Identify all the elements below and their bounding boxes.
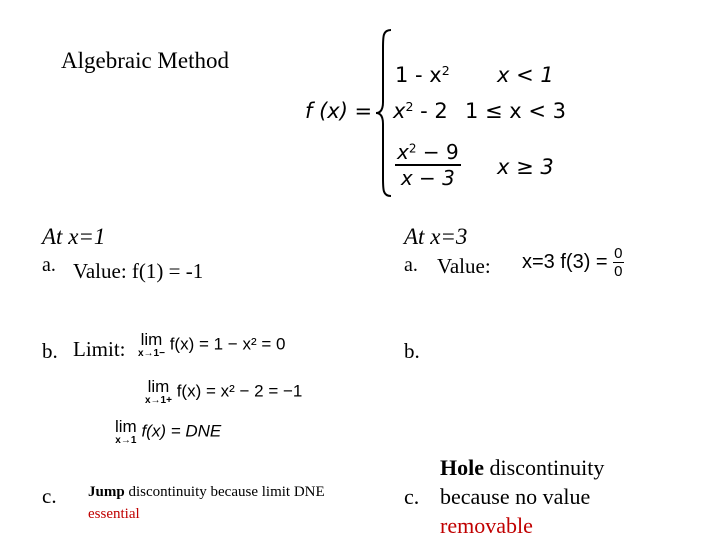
- right-c-classification: removable: [440, 513, 533, 538]
- right-c-line-1: Hole discontinuity: [440, 455, 605, 480]
- page-title: Algebraic Method: [61, 48, 229, 73]
- left-limit-from-left: lim x→1− f(x) = 1 − x² = 0: [138, 330, 286, 359]
- left-c-marker: c.: [42, 484, 57, 508]
- left-limit-two-sided: lim x→1 f(x) = DNE: [115, 417, 222, 446]
- left-heading: At x=1: [42, 224, 106, 249]
- case-1-expr: $1 - x^2$: [395, 63, 450, 87]
- function-lhs: f (x) =: [305, 99, 373, 123]
- right-c-line-2: because no value: [440, 484, 591, 509]
- left-limit-from-right: lim x→1+ f(x) = x² − 2 = −1: [145, 377, 303, 406]
- case-2-expr: $x^2 - 2$: [393, 99, 448, 123]
- case-2-condition: 1 ≤ x < 3: [465, 99, 567, 123]
- case-3-expr: $\frac{x^2 - 9}{x - 3}$: [397, 140, 459, 190]
- left-c-classification: essential: [88, 506, 140, 522]
- case-1-condition: x < 1: [497, 63, 554, 87]
- left-a-value: Value: f(1) = -1: [73, 259, 204, 283]
- right-c-marker: c.: [404, 484, 420, 509]
- right-b-marker: b.: [404, 339, 420, 363]
- right-a-value-math: x=3 f(3) = $\frac{0}{0}$: [522, 245, 623, 280]
- left-c-description: Jump discontinuity because limit DNE: [88, 484, 325, 500]
- left-a-marker: a.: [42, 254, 56, 276]
- right-a-marker: a.: [404, 254, 418, 276]
- case-3-condition: x ≥ 3: [497, 155, 554, 179]
- left-b-label: Limit:: [73, 337, 126, 361]
- right-a-label: Value:: [437, 254, 491, 278]
- right-heading: At x=3: [404, 224, 468, 249]
- left-b-marker: b.: [42, 339, 58, 363]
- left-brace-icon: [375, 28, 395, 198]
